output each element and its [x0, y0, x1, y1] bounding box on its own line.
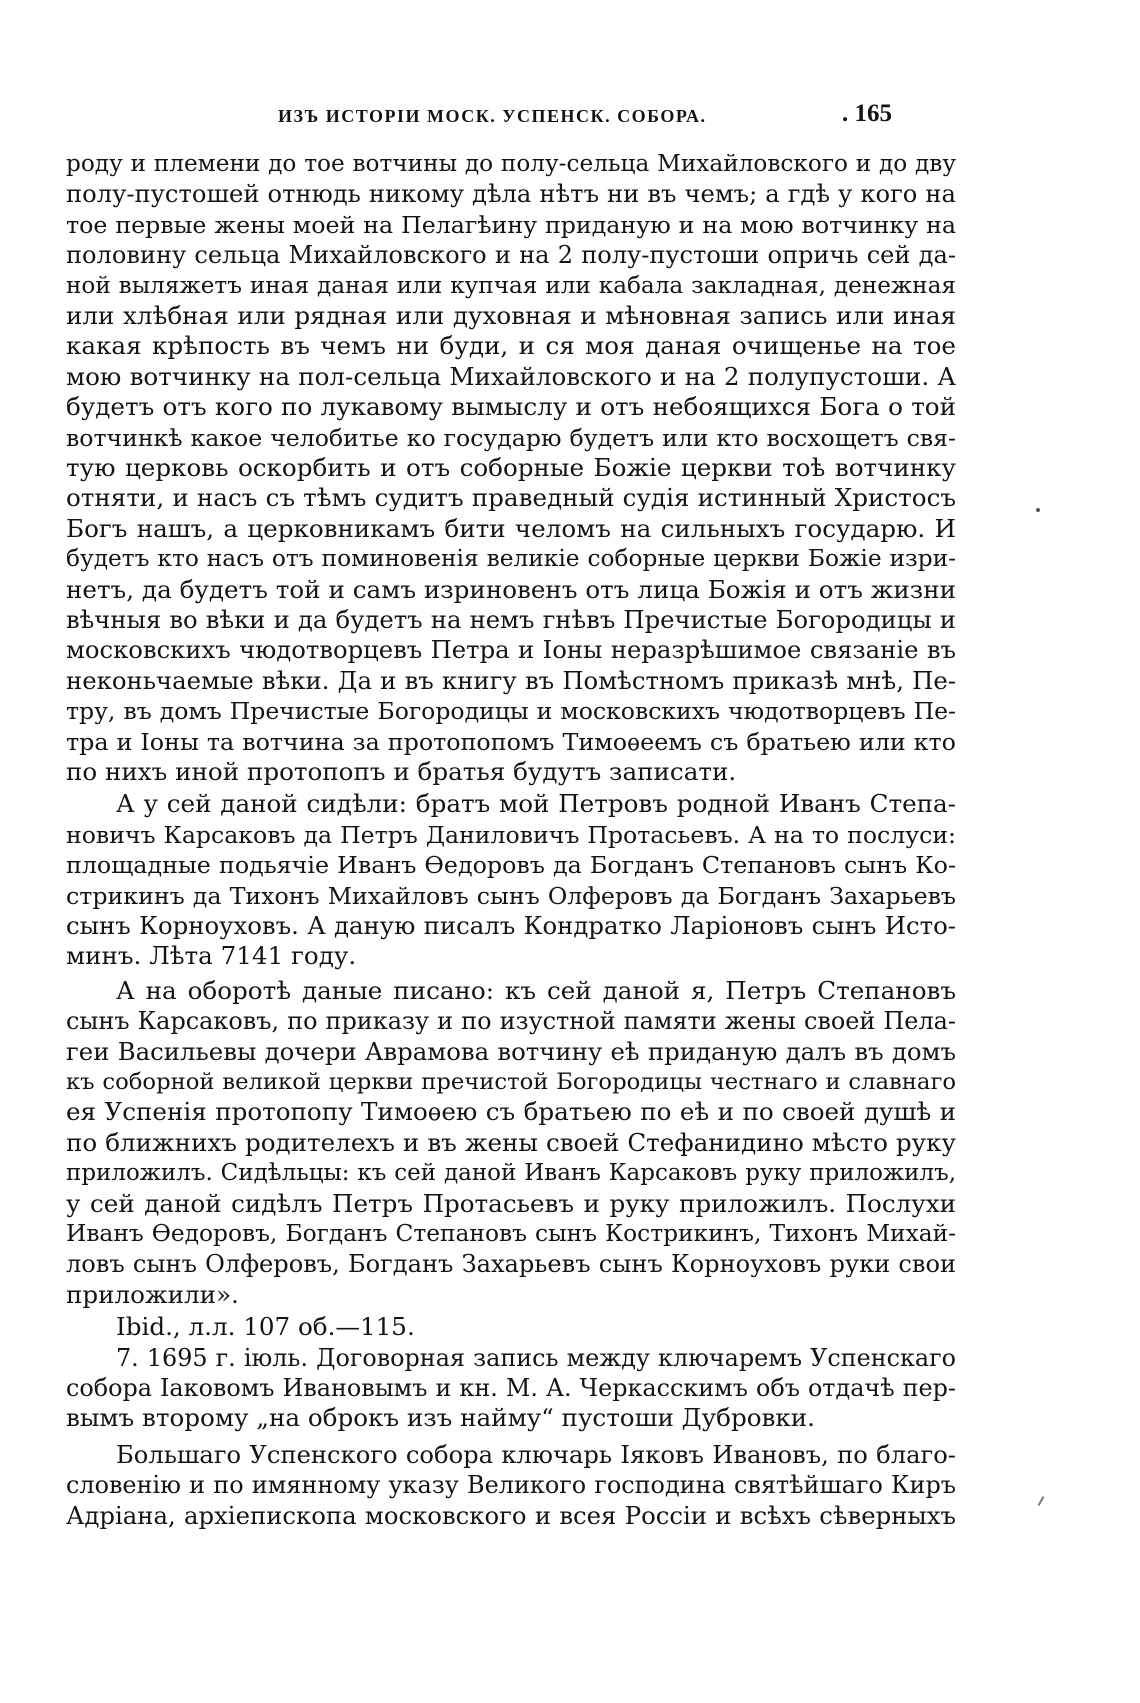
text-line: вотчинкѣ какое челобитье ко государю будетъ или кто восхощетъ свя- [66, 423, 956, 452]
text-line: ея Успенія протопопу Тимоѳею съ братьею по еѣ и по своей душѣ и [66, 1097, 956, 1127]
text-line: нетъ, да будетъ той и самъ изриновенъ отъ лица Божія и отъ жизни [66, 574, 956, 604]
text-line: у сей даной сидѣлъ Петръ Протасьевъ и руку приложилъ. Послухи [66, 1188, 956, 1218]
text-line: полу-пустошей отнюдь никому дѣла нѣтъ ни въ чемъ; а гдѣ у кого на [66, 180, 956, 209]
text-line: къ соборной великой церкви пречистой Богородицы честнаго и славнаго [66, 1069, 956, 1095]
margin-speck [1036, 508, 1040, 512]
text-line: вымъ второму „на оброкъ изъ найму“ пустоши Дубровки. [66, 1403, 815, 1433]
text-line: по нихъ иной протопопъ и братья будутъ записати. [66, 757, 737, 786]
text-line: Большаго Успенского собора ключарь Іяковъ Ивановъ, по благо- [116, 1440, 956, 1469]
text-line: московскихъ чюдотворцевъ Петра и Іоны неразрѣшимое связаніе въ [66, 635, 956, 665]
text-line: сынъ Корноуховъ. А даную писалъ Кондратко Ларіоновъ сынъ Исто- [66, 911, 956, 940]
text-line: будетъ кто насъ отъ поминовенія великіе соборные церкви Божіе изри- [66, 545, 956, 573]
text-line: тую церковь оскорбить и отъ соборные Божіе церкви тоѣ вотчинку [66, 453, 956, 482]
text-line: или хлѣбная или рядная или духовная и мѣновная запись или иная [66, 301, 956, 330]
text-line: сынъ Карсаковъ, по приказу и по изустной памяти жены своей Пела- [66, 1007, 956, 1036]
text-line: Адріана, архіепископа московского и всея Россіи и всѣхъ сѣверныхъ [66, 1500, 956, 1530]
text-line: ловъ сынъ Олферовъ, Богданъ Захарьевъ сынъ Корноуховъ руки свои [66, 1250, 956, 1279]
text-line: половину сельца Михайловского и на 2 полу-пустоши опричь сей да- [66, 241, 956, 270]
text-line: приложили». [66, 1279, 239, 1309]
page-number: . 165 [842, 100, 892, 127]
text-line: словенію и по имянному указу Великого господина святѣйшаго Киръ [66, 1471, 956, 1500]
text-line: ной выляжетъ иная даная или купчая или кабала закладная, денежная [66, 272, 956, 299]
text-line: неконьчаемые вѣки. Да и въ книгу въ Помѣстномъ приказѣ мнѣ, Пе- [66, 665, 956, 695]
text-line: новичъ Карсаковъ да Петръ Даниловичъ Протасьевъ. А на то послуси: [66, 820, 956, 849]
text-line: А у сей даной сидѣли: братъ мой Петровъ родной Иванъ Степа- [116, 789, 956, 819]
text-line: Богъ нашъ, а церковникамъ бити челомъ на сильныхъ государю. И [66, 513, 956, 543]
text-line: А на оборотѣ даные писано: къ сей даной я, Петръ Степановъ [116, 975, 956, 1005]
running-head-title: ИЗЪ ИСТОРІИ МОСК. УСПЕНСК. СОБОРА. [278, 106, 707, 126]
text-line: будетъ отъ кого по лукавому вымыслу и отъ небоящихся Бога о той [66, 392, 956, 422]
text-line: какая крѣпость въ чемъ ни буди, и ся моя даная очищенье на тое [66, 331, 956, 361]
text-line: вѣчныя во вѣки и да будетъ на немъ гнѣвъ Пречистые Богородицы и [66, 605, 956, 634]
text-line: роду и племени до тое вотчины до полу-сельца Михайловского и до дву [66, 150, 956, 177]
text-line: тое первые жены моей на Пелагѣину приданую и на мою вотчинку на [66, 210, 956, 239]
text-line: тру, въ домъ Пречистые Богородицы и московскихъ чюдотворцевъ Пе- [66, 697, 956, 726]
text-line: 7. 1695 г. іюль. Договорная запись между ключаремъ Успенскаго [116, 1343, 956, 1372]
text-line: минъ. Лѣта 7141 году. [66, 941, 357, 971]
text-line: площадные подьячіе Иванъ Ѳедоровъ да Богданъ Степановъ сынъ Ко- [66, 851, 956, 880]
text-line: мою вотчинку на пол-сельца Михайловского и на 2 полупустоши. А [66, 361, 956, 391]
text-line: собора Іаковомъ Ивановымъ и кн. М. А. Черкасскимъ объ отдачѣ пер- [66, 1374, 956, 1402]
text-line: по ближнихъ родителехъ и въ жены своей Стефанидино мѣсто руку [66, 1127, 956, 1157]
text-line: отняти, и насъ съ тѣмъ судитъ праведный судія истинный Христосъ [66, 483, 956, 513]
text-line: приложилъ. Сидѣльцы: къ сей даной Иванъ Карсаковъ руку приложилъ, [66, 1160, 956, 1187]
text-line: геи Васильевы дочери Аврамова вотчину еѣ приданую далъ въ домъ [66, 1036, 956, 1066]
text-line: стрикинъ да Тихонъ Михайловъ сынъ Олферовъ да Богданъ Захарьевъ [66, 881, 956, 910]
text-line: тра и Іоны та вотчина за протопопомъ Тимоѳеемъ съ братьею или кто [66, 727, 956, 756]
text-line: Иванъ Ѳедоровъ, Богданъ Степановъ сынъ Кострикинъ, Тихонъ Михай- [66, 1220, 956, 1247]
text-line: Ibid., л.л. 107 об.—115. [116, 1312, 415, 1342]
